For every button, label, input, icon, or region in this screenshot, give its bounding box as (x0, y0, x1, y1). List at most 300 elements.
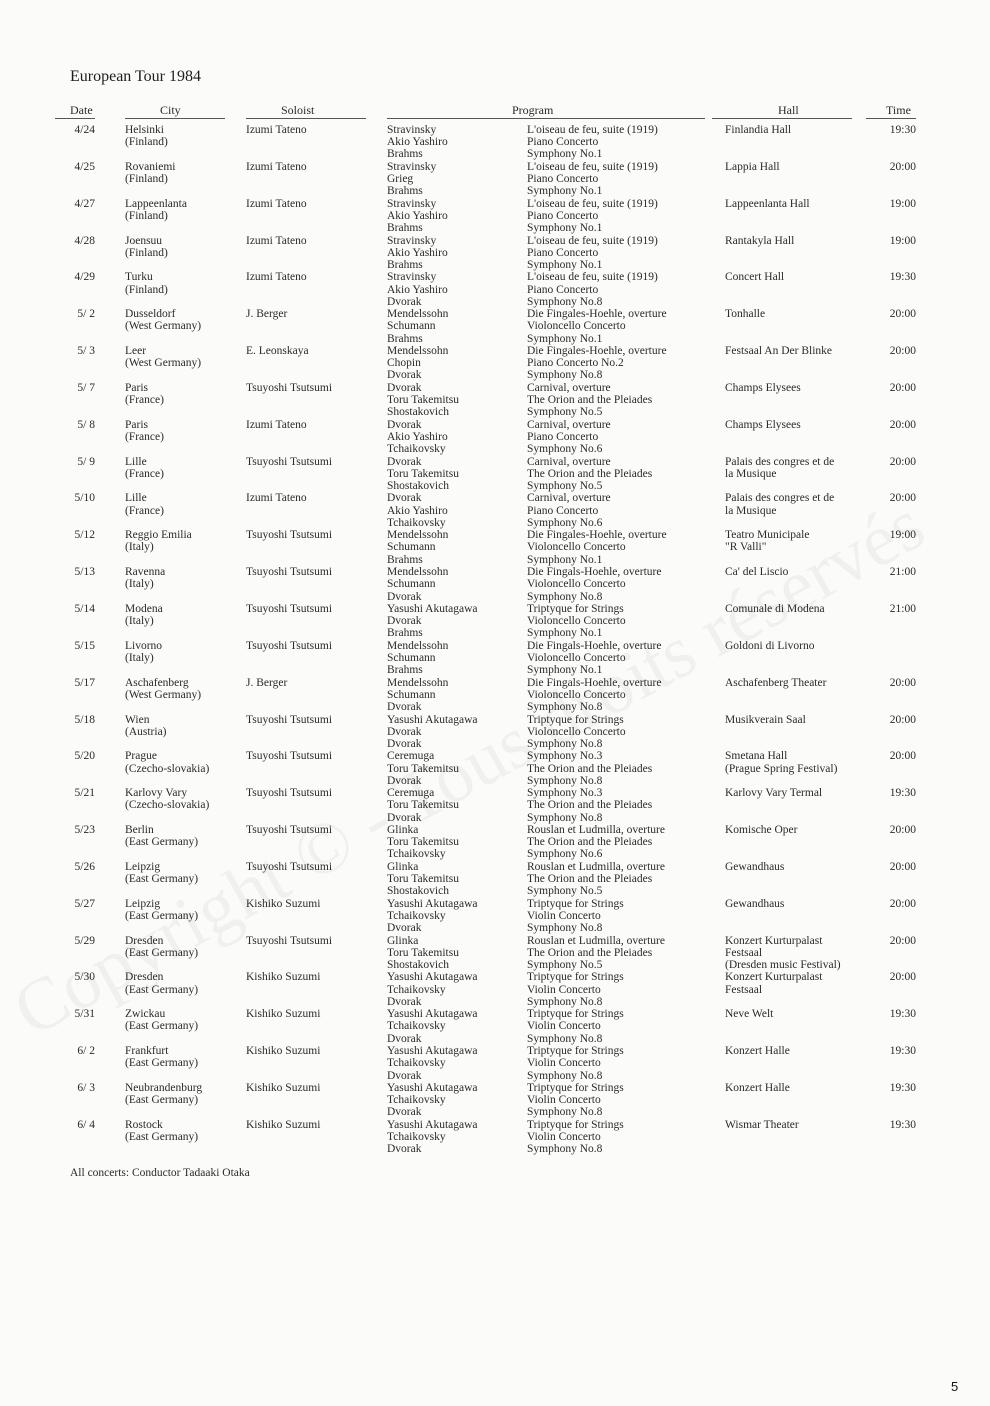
concert-hall (725, 787, 822, 799)
concert-city-line: Leipzig (125, 860, 161, 873)
concert-soloist-line: Izumi Tateno (246, 271, 307, 284)
concert-date-line: 5/21 (74, 787, 95, 800)
footnote: All concerts: Conductor Tadaaki Otaka (70, 1167, 250, 1179)
program-composers-line: Yasushi Akutagawa (387, 602, 478, 615)
concert-city-line: Paris (125, 418, 148, 431)
program-composers-line: Toru Takemitsu (387, 873, 459, 886)
concert-city-line: Rovaniemi (125, 160, 176, 173)
concert-row (0, 1008, 990, 1045)
program-works-line: The Orion and the Pleiades (527, 946, 653, 959)
concert-time (870, 824, 916, 836)
program-composers (387, 714, 478, 751)
page-title: European Tour 1984 (70, 68, 201, 85)
concert-city-line: (Finland) (125, 136, 168, 149)
concert-city (125, 750, 209, 774)
concert-row (0, 124, 990, 161)
header-program: Program (512, 103, 554, 117)
concert-soloist-line: Izumi Tateno (246, 492, 307, 505)
program-composers-line: Dvorak (387, 922, 422, 935)
program-composers-line: Brahms (387, 553, 423, 566)
program-composers-line: Tchaikovsky (387, 1057, 446, 1070)
program-composers-line: Dvorak (387, 295, 422, 308)
concert-hall-line: Concert Hall (725, 271, 785, 284)
concert-row (0, 161, 990, 198)
program-composers (387, 1119, 478, 1156)
program-composers-line: Brahms (387, 258, 423, 271)
concert-soloist (246, 1119, 320, 1131)
program-works-line: Symphony No.6 (527, 516, 603, 529)
program-works (527, 1045, 624, 1082)
program-works (527, 492, 611, 529)
program-composers-line: Yasushi Akutagawa (387, 897, 478, 910)
concert-time-line: 19:00 (889, 234, 916, 247)
concert-time (870, 566, 916, 578)
program-composers (387, 824, 459, 861)
concert-soloist (246, 861, 332, 873)
concert-time (870, 161, 916, 173)
concert-city (125, 898, 198, 922)
program-composers (387, 198, 448, 235)
concert-soloist (246, 824, 332, 836)
program-composers-line: Mendelssohn (387, 308, 449, 321)
concert-soloist-line: Tsuyoshi Tsutsumi (246, 934, 333, 947)
program-works-line: Triptyque for Strings (527, 897, 624, 910)
concert-hall-line: Palais des congres et de (725, 492, 835, 505)
concert-time-line: 20:00 (889, 676, 916, 689)
concert-hall-line: (Prague Spring Festival) (725, 762, 838, 775)
program-works (527, 640, 661, 677)
concert-city-line: (Italy) (125, 615, 154, 628)
concert-hall-line: la Musique (725, 467, 777, 480)
concert-time (870, 271, 916, 283)
concert-city (125, 492, 164, 516)
concert-date-line: 5/ 7 (77, 381, 95, 394)
concert-city-line: (West Germany) (125, 357, 202, 370)
concert-soloist (246, 456, 332, 468)
concert-city-line: Turku (125, 271, 153, 284)
program-composers (387, 419, 448, 456)
concert-row (0, 492, 990, 529)
program-composers-line: Brahms (387, 664, 423, 677)
concert-soloist (246, 345, 309, 357)
program-composers-line: Brahms (387, 185, 423, 198)
program-composers (387, 382, 459, 419)
concert-city (125, 308, 201, 332)
program-works-line: The Orion and the Pleiades (527, 836, 653, 849)
concert-soloist-line: Kishiko Suzumi (246, 1008, 321, 1021)
concert-date (55, 861, 95, 873)
program-composers-line: Dvorak (387, 774, 422, 787)
concert-row (0, 898, 990, 935)
concert-time (870, 492, 916, 504)
program-works-line: Rouslan et Ludmilla, overture (527, 860, 665, 873)
program-works-line: Piano Concerto (527, 246, 599, 259)
program-composers-line: Dvorak (387, 811, 422, 824)
program-works (527, 124, 658, 161)
concert-date (55, 640, 95, 652)
concert-city (125, 1045, 198, 1069)
program-composers-line: Akio Yashiro (387, 209, 448, 222)
concert-soloist-line: Kishiko Suzumi (246, 1118, 321, 1131)
header-soloist: Soloist (281, 103, 315, 117)
program-works-line: Symphony No.8 (527, 737, 603, 750)
concert-time-line: 20:00 (889, 713, 916, 726)
concert-hall (725, 750, 837, 774)
concert-city-line: (East Germany) (125, 1094, 199, 1107)
program-works-line: Violoncello Concerto (527, 688, 626, 701)
concert-time-line: 19:00 (889, 197, 916, 210)
concert-time-line: 20:00 (889, 934, 916, 947)
concert-time (870, 308, 916, 320)
program-composers-line: Dvorak (387, 1106, 422, 1119)
concert-date (55, 529, 95, 541)
concert-soloist-line: Kishiko Suzumi (246, 971, 321, 984)
concert-city-line: (West Germany) (125, 688, 202, 701)
concert-hall (725, 935, 841, 972)
concert-hall (725, 1045, 790, 1057)
program-composers (387, 345, 448, 382)
program-composers-line: Tchaikovsky (387, 848, 446, 861)
program-works (527, 714, 626, 751)
concert-date (55, 1082, 95, 1094)
program-works-line: Piano Concerto (527, 209, 599, 222)
program-composers-line: Yasushi Akutagawa (387, 1008, 478, 1021)
program-works-line: The Orion and the Pleiades (527, 873, 653, 886)
concert-date-line: 5/ 9 (77, 455, 95, 468)
concert-date (55, 714, 95, 726)
concert-time-line: 20:00 (889, 860, 916, 873)
program-composers-line: Tchaikovsky (387, 983, 446, 996)
program-composers-line: Stravinsky (387, 160, 437, 173)
concert-soloist-line: Izumi Tateno (246, 124, 307, 136)
program-composers-line: Shostakovich (387, 885, 449, 898)
header-time: Time (886, 103, 911, 117)
program-composers-line: Shostakovich (387, 406, 449, 419)
program-works (527, 235, 658, 272)
concert-city (125, 787, 209, 811)
program-works-line: Symphony No.1 (527, 148, 603, 161)
program-works (527, 935, 665, 972)
concert-time (870, 935, 916, 947)
concert-city-line: (West Germany) (125, 320, 202, 333)
program-works-line: Carnival, overture (527, 418, 611, 431)
program-composers-line: Glinka (387, 860, 419, 873)
program-works-line: Triptyque for Strings (527, 602, 624, 615)
program-composers-line: Toru Takemitsu (387, 394, 459, 407)
concert-city-line: Livorno (125, 639, 163, 652)
concert-city-line: Frankfurt (125, 1045, 169, 1058)
program-works-line: Symphony No.8 (527, 922, 603, 935)
concert-soloist (246, 1082, 320, 1094)
program-works-line: L'oiseau de feu, suite (1919) (527, 234, 658, 247)
program-works (527, 566, 661, 603)
concert-row (0, 714, 990, 751)
concert-date-line: 5/23 (74, 824, 95, 837)
concert-date (55, 492, 95, 504)
header-city: City (160, 103, 181, 117)
concert-soloist (246, 750, 332, 762)
concert-hall-line: Lappia Hall (725, 160, 780, 173)
concert-row (0, 345, 990, 382)
concert-soloist (246, 1008, 320, 1020)
concert-soloist-line: Tsuyoshi Tsutsumi (246, 529, 333, 542)
concert-date-line: 5/ 3 (77, 345, 95, 358)
concert-city-line: (East Germany) (125, 836, 199, 849)
concert-date-line: 6/ 2 (77, 1045, 95, 1058)
program-composers-line: Tchaikovsky (387, 1020, 446, 1033)
concert-date (55, 898, 95, 910)
concert-hall-line: Champs Elysees (725, 381, 801, 394)
concert-city-line: (France) (125, 467, 164, 480)
concert-time-line: 19:30 (889, 787, 916, 800)
concert-soloist-line: Tsuyoshi Tsutsumi (246, 455, 333, 468)
program-composers-line: Akio Yashiro (387, 504, 448, 517)
concert-city (125, 198, 187, 222)
program-works-line: Symphony No.8 (527, 774, 603, 787)
program-composers-line: Shostakovich (387, 480, 449, 492)
concert-row (0, 1045, 990, 1082)
concert-row (0, 456, 990, 493)
concert-city-line: (East Germany) (125, 1057, 199, 1070)
concert-hall-line: Konzert Kurturpalast (725, 971, 823, 984)
concert-soloist-line: J. Berger (246, 308, 288, 321)
header-date: Date (70, 103, 93, 117)
concert-hall-line: Konzert Halle (725, 1081, 790, 1094)
concert-hall-line: Festsaal (725, 946, 763, 959)
program-works-line: L'oiseau de feu, suite (1919) (527, 271, 658, 284)
concert-city-line: Dresden (125, 971, 164, 984)
concert-hall (725, 1008, 773, 1020)
concert-time (870, 1119, 916, 1131)
program-composers (387, 124, 448, 161)
program-works (527, 898, 624, 935)
concert-table (0, 124, 990, 1156)
concert-time-line: 20:00 (889, 160, 916, 173)
concert-city (125, 271, 168, 295)
concert-time (870, 529, 916, 541)
concert-soloist (246, 787, 332, 799)
program-composers-line: Dvorak (387, 725, 422, 738)
concert-soloist (246, 714, 332, 726)
program-composers (387, 898, 478, 935)
concert-time (870, 603, 916, 615)
concert-date (55, 750, 95, 762)
concert-date-line: 5/13 (74, 566, 95, 579)
program-composers-line: Dvorak (387, 701, 422, 714)
concert-hall-line: Lappeenlanta Hall (725, 197, 810, 210)
concert-soloist-line: Tsuyoshi Tsutsumi (246, 381, 333, 394)
concert-date (55, 566, 95, 578)
concert-date (55, 161, 95, 173)
program-composers-line: Akio Yashiro (387, 283, 448, 296)
concert-city-line: Ravenna (125, 566, 166, 579)
concert-soloist (246, 161, 307, 173)
concert-hall (725, 566, 788, 578)
program-works-line: Symphony No.8 (527, 1032, 603, 1045)
program-works-line: Symphony No.1 (527, 553, 603, 566)
program-composers-line: Dvorak (387, 418, 422, 431)
program-works (527, 198, 658, 235)
concert-city (125, 935, 198, 959)
concert-time (870, 898, 916, 910)
concert-city-line: (France) (125, 504, 164, 517)
concert-city-line: (Czecho-slovakia) (125, 799, 210, 812)
concert-date (55, 345, 95, 357)
concert-city-line: Wien (125, 713, 150, 726)
concert-date-line: 5/ 8 (77, 418, 95, 431)
concert-date-line: 5/14 (74, 602, 95, 615)
concert-row (0, 271, 990, 308)
concert-row (0, 198, 990, 235)
concert-time-line: 19:30 (889, 1008, 916, 1021)
program-works-line: Symphony No.6 (527, 848, 603, 861)
concert-city-line: (Italy) (125, 541, 154, 554)
concert-hall-line: Musikverain Saal (725, 713, 806, 726)
concert-city-line: Lille (125, 492, 147, 505)
program-works-line: Violoncello Concerto (527, 320, 626, 333)
program-composers-line: Grieg (387, 173, 414, 186)
table-header (0, 103, 990, 119)
program-composers-line: Yasushi Akutagawa (387, 1045, 478, 1058)
concert-time-line: 19:30 (889, 1118, 916, 1131)
program-works-line: L'oiseau de feu, suite (1919) (527, 124, 658, 136)
concert-row (0, 529, 990, 566)
concert-time-line: 20:00 (889, 492, 916, 505)
concert-date-line: 5/27 (74, 897, 95, 910)
concert-time-line: 21:00 (889, 566, 916, 579)
program-composers-line: Mendelssohn (387, 529, 449, 542)
concert-date-line: 4/27 (74, 197, 95, 210)
program-composers (387, 935, 459, 972)
concert-date-line: 4/25 (74, 160, 95, 173)
program-composers-line: Akio Yashiro (387, 246, 448, 259)
concert-city (125, 971, 198, 995)
concert-hall-line: Goldoni di Livorno (725, 639, 815, 652)
program-works (527, 787, 652, 824)
concert-soloist (246, 271, 307, 283)
concert-hall (725, 271, 784, 283)
concert-time (870, 677, 916, 689)
concert-city-line: Modena (125, 602, 163, 615)
concert-soloist-line: Izumi Tateno (246, 234, 307, 247)
header-rule-date (55, 118, 95, 119)
header-hall: Hall (778, 103, 799, 117)
concert-date (55, 603, 95, 615)
program-composers (387, 750, 459, 787)
concert-soloist (246, 419, 307, 431)
concert-city-line: (East Germany) (125, 983, 199, 996)
program-works-line: Symphony No.5 (527, 958, 603, 971)
concert-time (870, 382, 916, 394)
concert-time-line: 19:30 (889, 271, 916, 284)
concert-soloist-line: Tsuyoshi Tsutsumi (246, 750, 333, 763)
concert-city-line: Dresden (125, 934, 164, 947)
concert-hall (725, 1082, 790, 1094)
concert-date-line: 5/15 (74, 639, 95, 652)
program-works-line: Piano Concerto No.2 (527, 357, 624, 370)
program-works-line: Die Fingales-Hoehle, overture (527, 529, 667, 542)
program-composers (387, 971, 478, 1008)
program-works-line: Symphony No.1 (527, 664, 603, 677)
program-works (527, 345, 667, 382)
program-composers-line: Dvorak (387, 995, 422, 1008)
header-rule-soloist (246, 118, 366, 119)
concert-hall-line: Finlandia Hall (725, 124, 792, 136)
concert-time-line: 20:00 (889, 897, 916, 910)
concert-date (55, 382, 95, 394)
program-works-line: Symphony No.1 (527, 185, 603, 198)
concert-hall-line: Gewandhaus (725, 860, 785, 873)
program-works-line: Piano Concerto (527, 504, 599, 517)
concert-date (55, 824, 95, 836)
concert-date (55, 419, 95, 431)
concert-hall-line: Champs Elysees (725, 418, 801, 431)
concert-row (0, 750, 990, 787)
concert-hall-line: Palais des congres et de (725, 455, 835, 468)
program-works-line: Symphony No.5 (527, 406, 603, 419)
concert-time-line: 19:30 (889, 1081, 916, 1094)
concert-time (870, 750, 916, 762)
program-composers (387, 787, 459, 824)
concert-date-line: 5/26 (74, 860, 95, 873)
program-composers-line: Mendelssohn (387, 639, 449, 652)
program-works-line: Violoncello Concerto (527, 541, 626, 554)
concert-row (0, 603, 990, 640)
concert-time (870, 235, 916, 247)
concert-date-line: 5/18 (74, 713, 95, 726)
concert-hall-line: Tonhalle (725, 308, 766, 321)
concert-city-line: Leer (125, 345, 147, 358)
program-works (527, 861, 665, 898)
program-composers-line: Toru Takemitsu (387, 836, 459, 849)
concert-hall (725, 345, 832, 357)
concert-hall (725, 1119, 799, 1131)
concert-soloist-line: Kishiko Suzumi (246, 1045, 321, 1058)
concert-city-line: Neubrandenburg (125, 1081, 203, 1094)
concert-soloist (246, 492, 307, 504)
program-composers-line: Ceremuga (387, 787, 435, 800)
concert-city-line: Reggio Emilia (125, 529, 192, 542)
concert-date (55, 456, 95, 468)
program-works (527, 603, 626, 640)
concert-time (870, 419, 916, 431)
program-composers-line: Schumann (387, 320, 436, 333)
program-works-line: Violin Concerto (527, 1057, 601, 1070)
concert-date-line: 4/28 (74, 234, 95, 247)
concert-hall (725, 824, 798, 836)
program-composers-line: Schumann (387, 541, 436, 554)
program-works (527, 1082, 624, 1119)
program-works-line: Violoncello Concerto (527, 652, 626, 665)
concert-soloist-line: Tsuyoshi Tsutsumi (246, 787, 333, 800)
concert-city-line: (Finland) (125, 283, 168, 296)
concert-date-line: 5/31 (74, 1008, 95, 1021)
program-works-line: Die Fingals-Hoehle, overture (527, 639, 662, 652)
concert-time-line: 20:00 (889, 308, 916, 321)
program-composers-line: Mendelssohn (387, 566, 449, 579)
concert-date (55, 1119, 95, 1131)
program-composers-line: Dvorak (387, 381, 422, 394)
program-composers-line: Shostakovich (387, 958, 449, 971)
concert-hall (725, 382, 801, 394)
program-works (527, 971, 624, 1008)
concert-row (0, 787, 990, 824)
program-works-line: Carnival, overture (527, 492, 611, 505)
concert-date-line: 6/ 4 (77, 1118, 95, 1131)
program-works-line: Symphony No.8 (527, 701, 603, 714)
program-composers-line: Schumann (387, 688, 436, 701)
concert-hall-line: "R Valli" (725, 541, 767, 554)
